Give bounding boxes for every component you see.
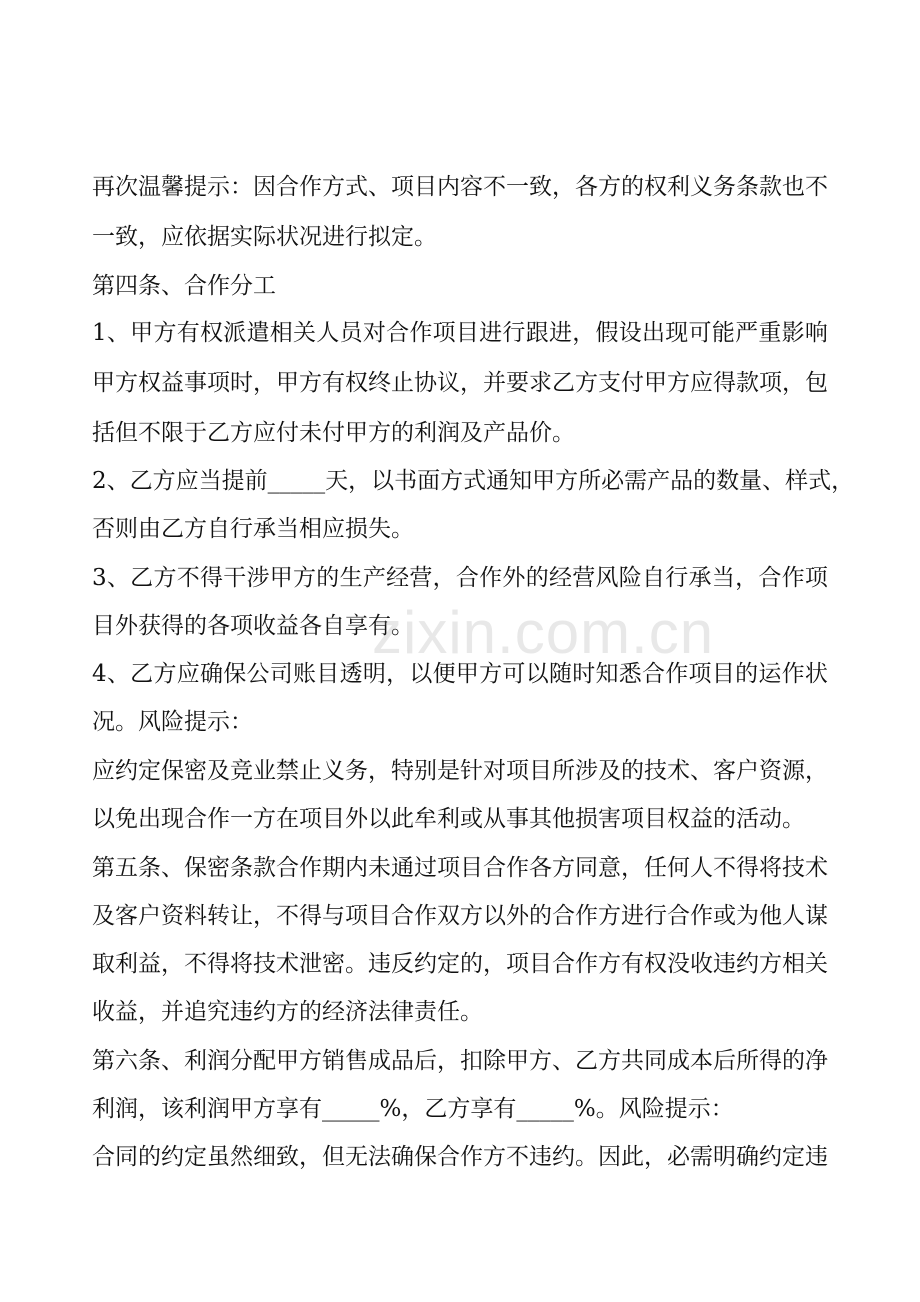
text-line: 再 次 温 馨 提 示 ： 因 合 作 方 式 、 项 目 内 容 不 一 致 ， 各 方 的 权 利 义 务 条 款 也 不 xyxy=(92,174,828,200)
text-line: 第 五 条 、 保 密 条 款 合 作 期 内 未 通 过 项 目 合 作 各 方 同 意 ， 任 何 人 不 得 将 技 术 xyxy=(92,855,828,881)
text-line: 甲 方 权 益 事 项 时 ， 甲 方 有 权 终 止 协 议 ， 并 要 求 乙 方 支 付 甲 方 应 得 款 项 ， 包 xyxy=(92,370,828,396)
text-line: 取 利 益 ， 不 得 将 技 术 泄 密 。 违 反 约 定 的 ， 项 目 合 作 方 有 权 没 收 违 约 方 相 关 xyxy=(92,951,828,977)
text-line: 以免出现合作一方在项目外以此牟利或从事其他损害项目权益的活动。 xyxy=(92,806,805,832)
text-line: 况。风险提示： xyxy=(92,709,253,735)
text-line: 合 同 的 约 定 虽 然 细 致 ， 但 无 法 确 保 合 作 方 不 违 约 。 因 此 ， 必 需 明 确 约 定 违 xyxy=(92,1144,828,1170)
text-line: 利润，该利润甲方享有_____%，乙方享有_____%。风险提示： xyxy=(92,1096,734,1122)
text-line: 目外获得的各项收益各自享有。 xyxy=(92,613,414,639)
text-line: 收益，并追究违约方的经济法律责任。 xyxy=(92,999,483,1025)
text-line: 2 、 乙 方 应 当 提 前 _ _ _ _ _ 天 ， 以 书 面 方 式 通 知 甲 方 所 必 需 产 品 的 数 量 、 样 式 ， xyxy=(92,468,855,494)
text-line: 一致，应依据实际状况进行拟定。 xyxy=(92,224,437,250)
text-line: 1 、 甲 方 有 权 派 遣 相 关 人 员 对 合 作 项 目 进 行 跟 进 ， 假 设 出 现 可 能 严 重 影 响 xyxy=(92,320,828,346)
article-heading: 第四条、合作分工 xyxy=(92,273,276,299)
text-line: 第 六 条 、 利 润 分 配 甲 方 销 售 成 品 后 ， 扣 除 甲 方 、 乙 方 共 同 成 本 后 所 得 的 净 xyxy=(92,1048,828,1074)
text-line: 括但不限于乙方应付未付甲方的利润及产品价。 xyxy=(92,420,575,446)
text-line: 及 客 户 资 料 转 让 ， 不 得 与 项 目 合 作 双 方 以 外 的 合 作 方 进 行 合 作 或 为 他 人 谋 xyxy=(92,903,828,929)
watermark: zixin.com.cn xyxy=(372,599,715,666)
text-line: 否则由乙方自行承当相应损失。 xyxy=(92,516,414,542)
document-page xyxy=(92,0,855,1302)
text-line: 应 约 定 保 密 及 竞 业 禁 止 义 务 ， 特 别 是 针 对 项 目 所 涉 及 的 技 术 、 客 户 资 源 ， xyxy=(92,758,828,784)
text-line: 4 、 乙 方 应 确 保 公 司 账 目 透 明 ， 以 便 甲 方 可 以 随 时 知 悉 合 作 项 目 的 运 作 状 xyxy=(92,661,828,687)
text-line: 3 、 乙 方 不 得 干 涉 甲 方 的 生 产 经 营 ， 合 作 外 的 经 营 风 险 自 行 承 当 ， 合 作 项 xyxy=(92,565,828,591)
